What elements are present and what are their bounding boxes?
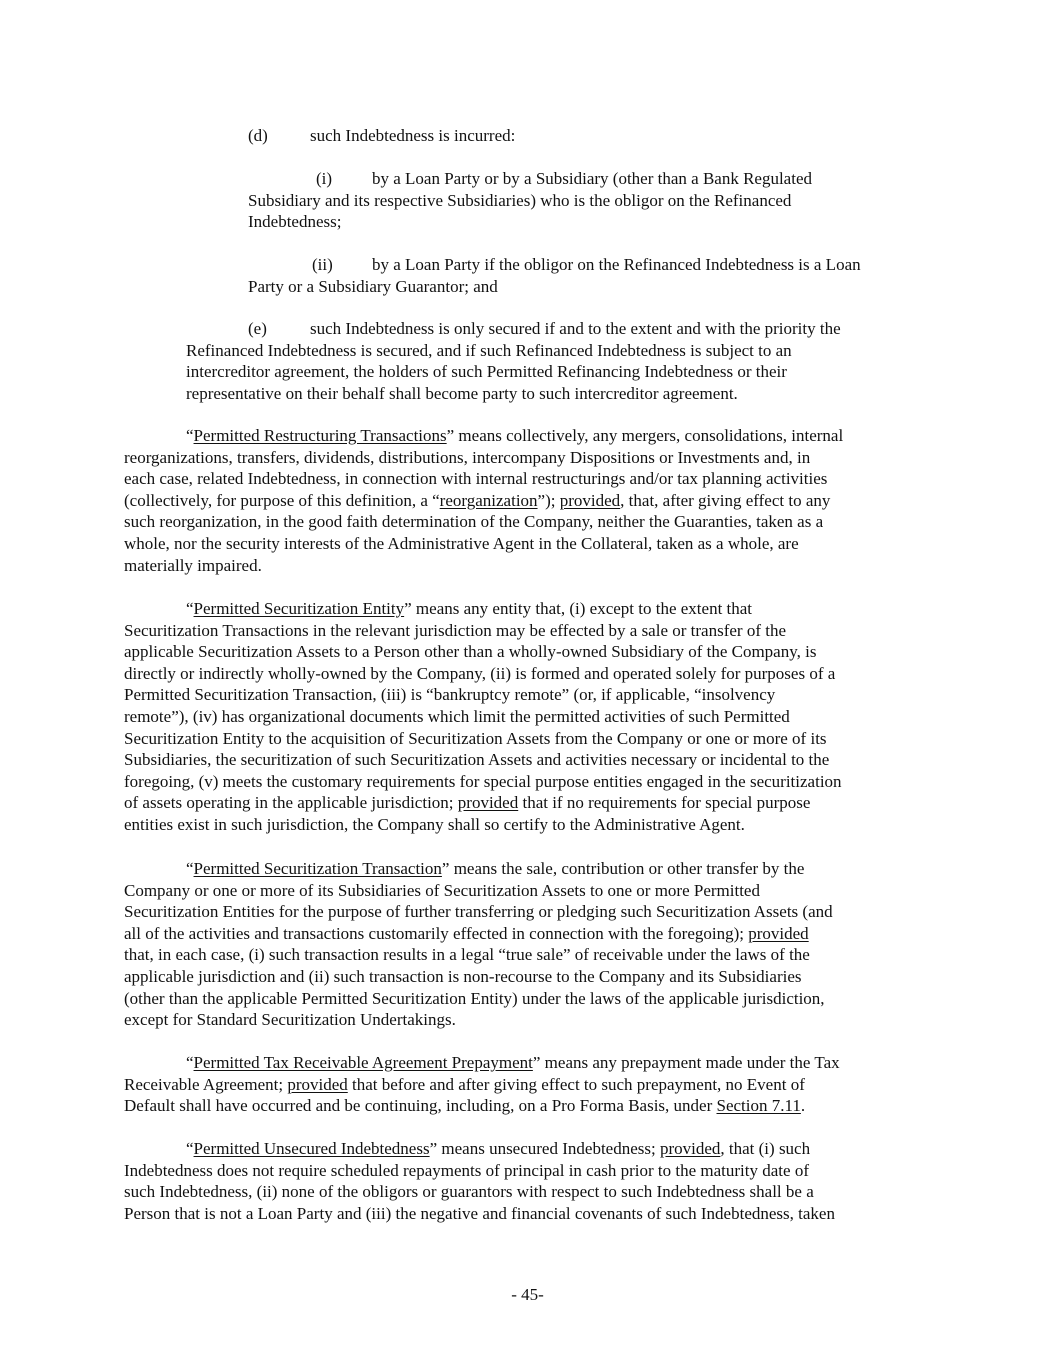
definition-permitted-unsecured-indebtedness: “Permitted Unsecured Indebtedness” means unsecured Indebtedness; provided, that (i) such Indebtedness does not require scheduled repayments of principal in cash prior to the maturity date of such Indebtedness, (ii) none of the obligors or guarantors with respect to such Indebtedness shall be a Person that is not a Loan Party and (iii) the negative and financial covenants of such Indebtedness, taken [124, 1139, 835, 1223]
defined-term: Permitted Tax Receivable Agreement Prepayment [193, 1053, 533, 1072]
provided-term: provided [748, 923, 809, 943]
clause-d-ii: (ii) by a Loan Party if the obligor on the Refinanced Indebtedness is a Loan Party or a Subsidiary Guarantor; and [248, 255, 861, 296]
provided-term: provided [559, 490, 621, 510]
defined-term: Permitted Securitization Entity [193, 599, 405, 618]
section-reference: Section 7.11 [716, 1096, 801, 1116]
defined-term: reorganization [439, 490, 538, 510]
clause-d-i: (i) by a Loan Party or by a Subsidiary (other than a Bank Regulated Subsidiary and its respective Subsidiaries) who is the obligor on the Refinanced Indebtedness; [248, 169, 812, 232]
clause-label: (ii) [312, 255, 333, 274]
provided-term: provided [287, 1074, 348, 1094]
clause-label: (i) [316, 169, 333, 188]
defined-term: Permitted Securitization Transaction [193, 859, 442, 878]
definition-permitted-tax-receivable-agreement-prepayment: “Permitted Tax Receivable Agreement Prepayment” means any prepayment made under the Tax Receivable Agreement; provided that before and after giving effect to such prepayment, no Event of Default shall have occurred and be continuing, including, on a Pro Forma Basis, under Section 7.11. [124, 1053, 840, 1116]
defined-term: Permitted Unsecured Indebtedness [193, 1139, 430, 1158]
clause-label: (d) [248, 126, 268, 145]
definition-permitted-restructuring-transactions: “Permitted Restructuring Transactions” means collectively, any mergers, consolidations, internal reorganizations, transfers, dividends, distributions, intercompany Dispositions or Investments and, in each case, related Indebtedness, in connection with internal restructurings and/or tax planning activities (collectively, for purpose of this definition, a “reorganization”); provided, that, after giving effect to any such reorganization, in the good faith determination of the Company, neither the Guaranties, taken as a whole, nor the security interests of the Administrative Agent in the Collateral, taken as a whole, are materially impaired. [124, 426, 844, 575]
clause-label: (e) [248, 319, 267, 338]
provided-term: provided [659, 1139, 721, 1158]
clause-text: such Indebtedness is incurred: [310, 126, 516, 145]
clause-e: (e) such Indebtedness is only secured if and to the extent and with the priority the Refinanced Indebtedness is secured, and if such Refinanced Indebtedness is subject to an intercreditor agreement, the holders of such Permitted Refinancing Indebtedness or their representative on their behalf shall become party to such intercreditor agreement. [186, 319, 841, 403]
definition-permitted-securitization-transaction: “Permitted Securitization Transaction” means the sale, contribution or other transfer by the Company or one or more of its Subsidiaries of Securitization Assets to one or more Permitted Securitization Entities for the purpose of further transferring or pledging such Securitization Assets (and all of the activities and transactions customarily effected in connection with the foregoing); provided that, in each case, (i) such transaction results in a legal “true sale” of receivable under the laws of the applicable jurisdiction and (ii) such transaction is non-recourse to the Company and its Subsidiaries (other than the applicable Permitted Securitization Entity) under the laws of the applicable jurisdiction, except for Standard Securitization Undertakings. [124, 859, 833, 1030]
clause-d [248, 125, 515, 147]
defined-term: Permitted Restructuring Transactions [193, 426, 447, 445]
page-number: - 45- [511, 1285, 544, 1304]
definition-permitted-securitization-entity: “Permitted Securitization Entity” means any entity that, (i) except to the extent that Securitization Transactions in the relevant jurisdiction may be effected by a sale or transfer of the applicable Securitization Assets to a Person other than a wholly-owned Subsidiary of the Company, is directly or indirectly wholly-owned by the Company, (ii) is formed and operated solely for purposes of a Permitted Securitization Transaction, (iii) is “bankruptcy remote” (or, if applicable, “insolvency remote”), (iv) has organizational documents which limit the permitted activities of such Permitted Securitization Entity to the acquisition of Securitization Assets from the Company or one or more of its Subsidiaries, the securitization of such Securitization Assets and activities necessary or incidental to the foregoing, (v) meets the customary requirements for special purpose entities engaged in the securitization of assets operating in the applicable jurisdiction; provided that if no requirements for special purpose entities exist in such jurisdiction, the Company shall so certify to the Administrative Agent. [124, 599, 842, 834]
provided-term: provided [457, 793, 519, 813]
